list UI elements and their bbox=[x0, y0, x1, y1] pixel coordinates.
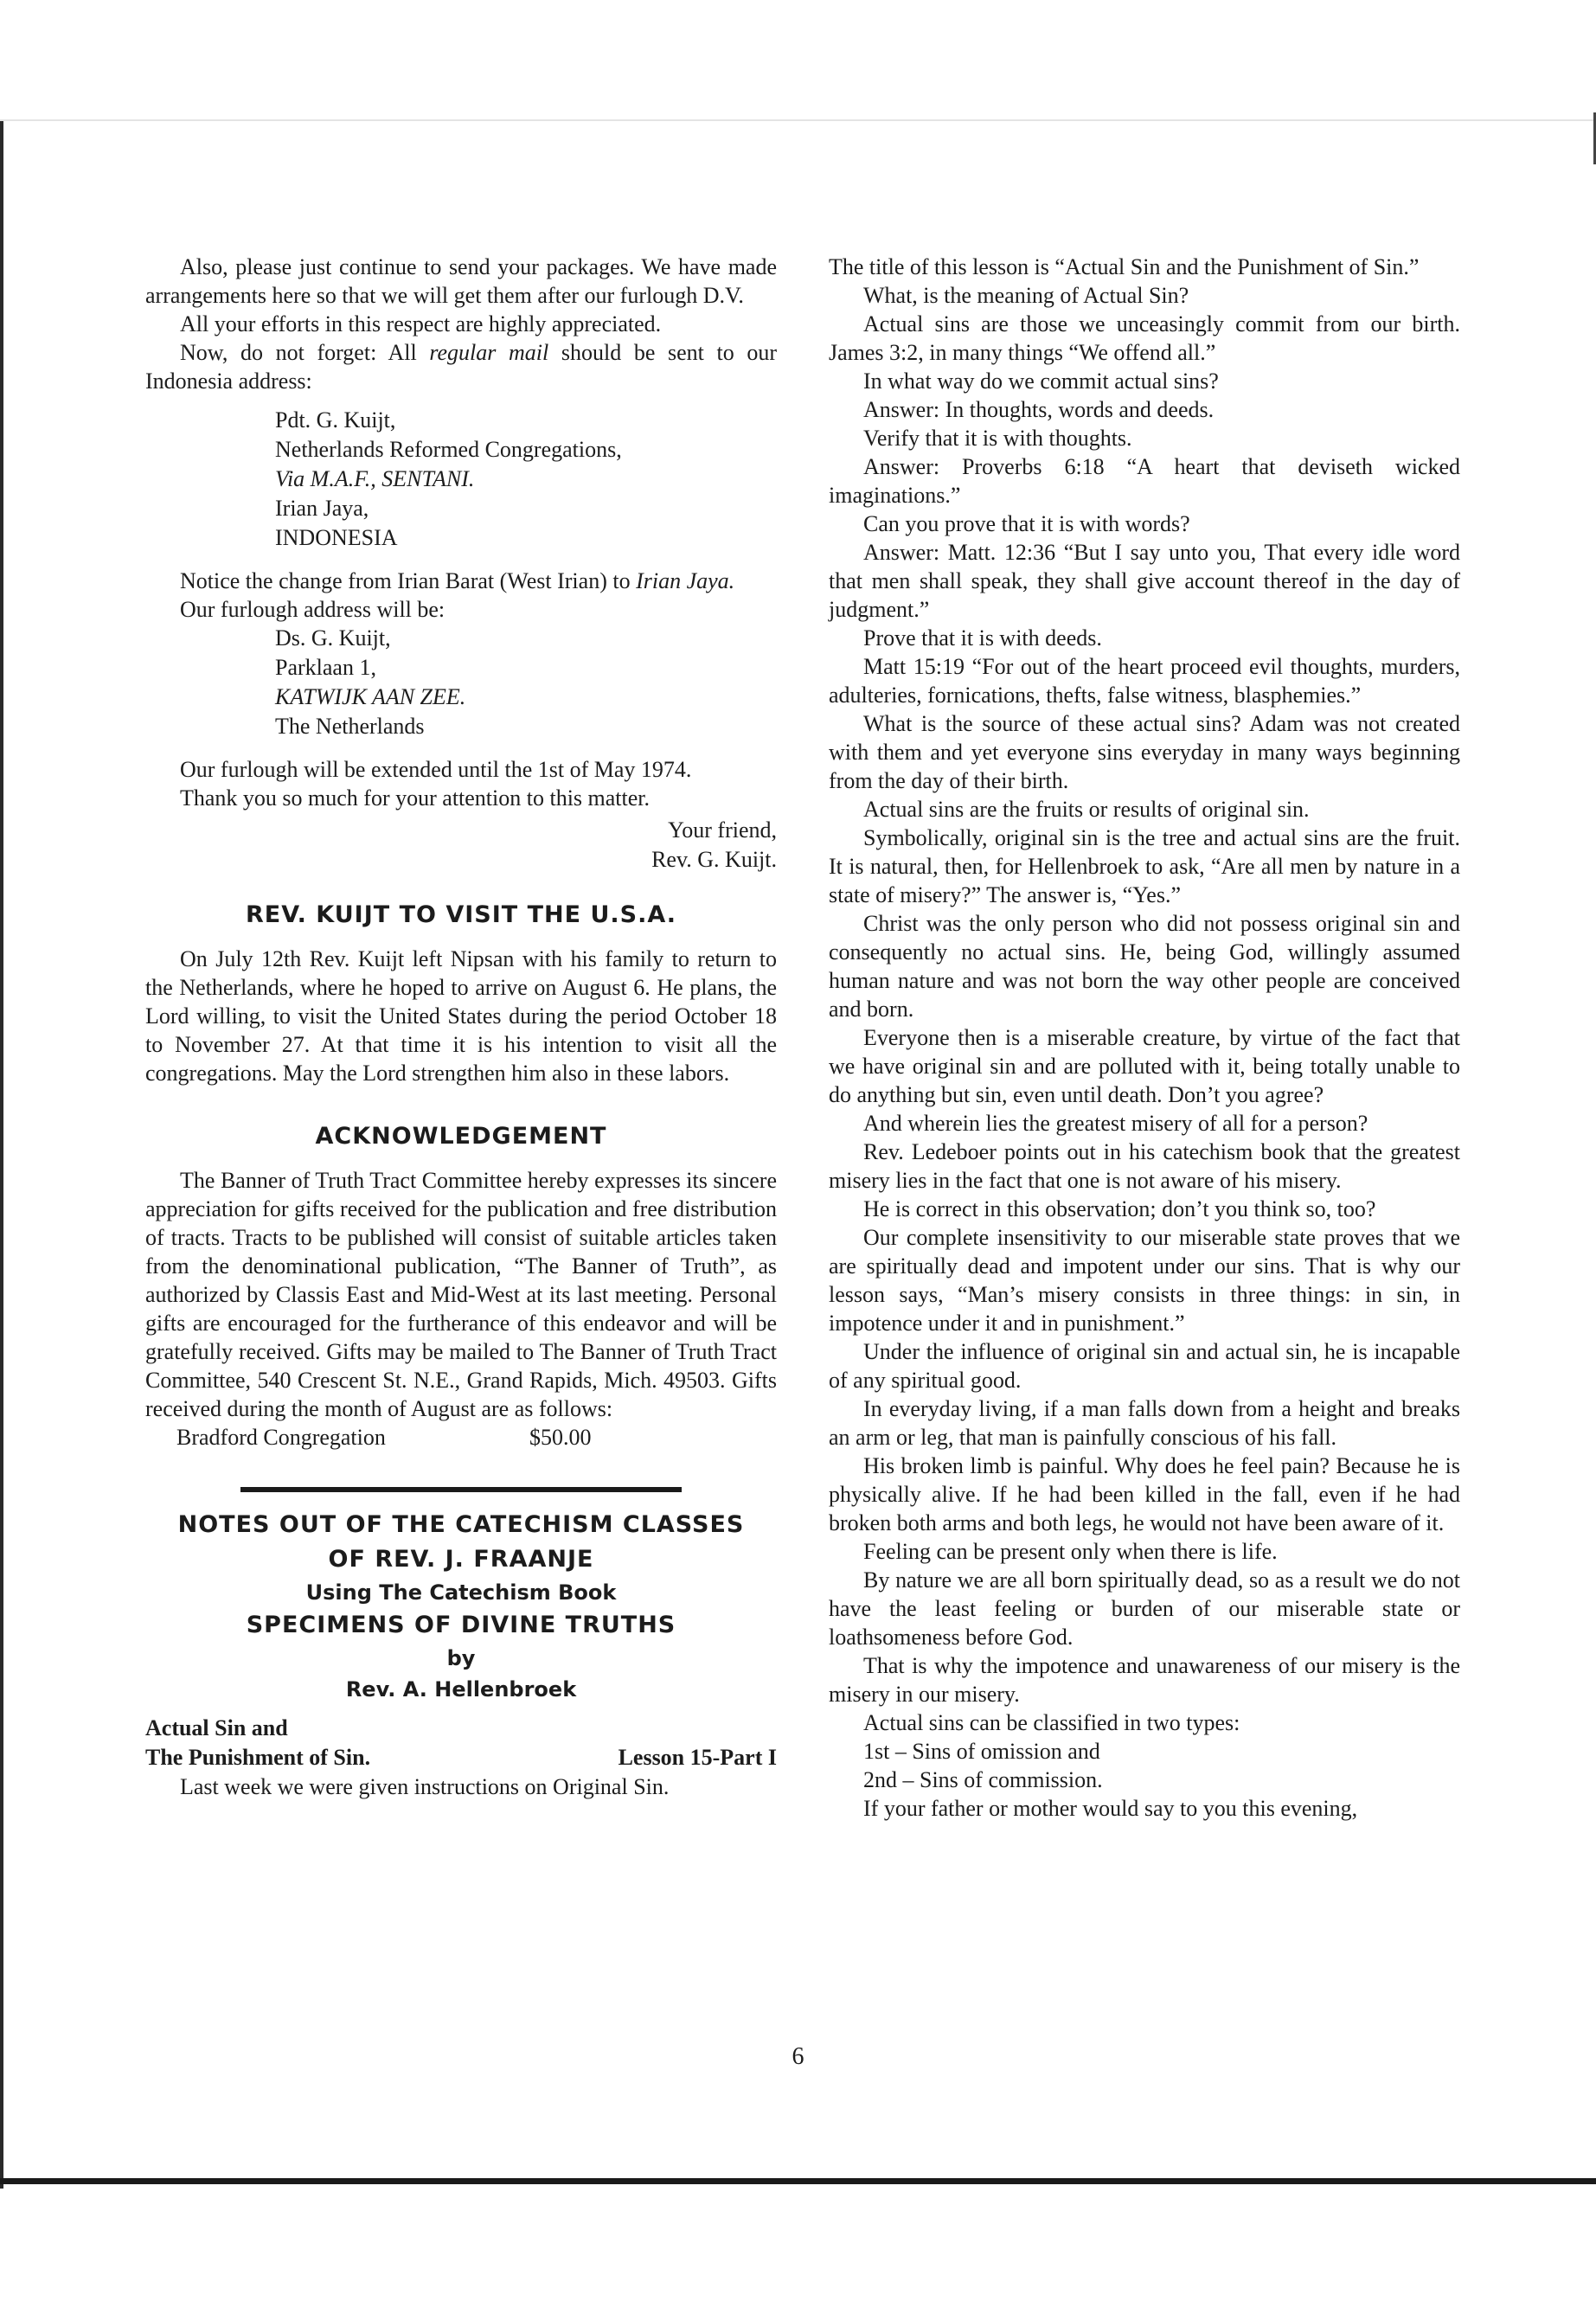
body-paragraph: Everyone then is a miserable creature, by virtue of the fact that we have original sin and are polluted with it, being totally unable to do anything but sin, even until death. Don’t you agree? bbox=[829, 1025, 1460, 1107]
body-paragraph: That is why the impotence and unawareness of our misery is the misery in our misery. bbox=[829, 1653, 1460, 1707]
gift-amount: $50.00 bbox=[529, 1425, 592, 1450]
address-line: Irian Jaya, bbox=[275, 496, 369, 521]
lesson-title: Actual Sin and bbox=[145, 1715, 288, 1740]
body-paragraph: Actual sins are the fruits or results of original sin. bbox=[863, 797, 1310, 822]
body-paragraph: In what way do we commit actual sins? bbox=[863, 369, 1219, 394]
gift-row bbox=[145, 1423, 777, 1452]
body-paragraph: Answer: In thoughts, words and deeds. bbox=[863, 397, 1215, 422]
acknowledgement-paragraph: The Banner of Truth Tract Committee hereby expresses its sincere appreciation for gifts received for the publication and free distribution of tracts. Tracts to be published will consist of suitable articles taken from the denominational publication, “The Banner of Truth”, as authorized by Classis East and Mid-West at its last meeting. Personal gifts are encouraged for the furtherance of this endeavor and will be gratefully received. Gifts may be mailed to The Banner of Truth Tract Committee, 540 Crescent St. N.E., Grand Rapids, Mich. 49503. Gifts received during the month of August are as follows: bbox=[145, 1168, 777, 1421]
left-column bbox=[145, 253, 777, 1801]
body-paragraph: Under the influence of original sin and actual sin, he is incapable of any spiritual good. bbox=[829, 1339, 1460, 1393]
catechism-title: OF REV. J. FRAANJE bbox=[328, 1546, 594, 1573]
body-paragraph: 2nd – Sins of commission. bbox=[863, 1767, 1103, 1792]
body-paragraph: The title of this lesson is “Actual Sin and the Punishment of Sin.” bbox=[829, 254, 1420, 279]
notice-paragraph bbox=[145, 567, 777, 595]
body-paragraph: 1st – Sins of omission and bbox=[863, 1739, 1100, 1764]
body-paragraph: If your father or mother would say to you this evening, bbox=[863, 1796, 1358, 1821]
lesson-title: The Punishment of Sin. bbox=[145, 1745, 371, 1770]
body-paragraph: Prove that it is with deeds. bbox=[863, 625, 1102, 651]
body-paragraph: He is correct in this observation; don’t you think so, too? bbox=[863, 1196, 1376, 1221]
forget-text-end: should be sent to our Indonesia address: bbox=[145, 340, 777, 394]
scan-edge-bottom bbox=[0, 2178, 1596, 2184]
body-paragraph: Christ was the only person who did not possess original sin and consequently no actual sins. He, being God, willingly assumed human nature and was not born the way other people are conceived and born. bbox=[829, 911, 1460, 1022]
catechism-subtitle: by bbox=[446, 1646, 476, 1670]
scan-edge-left bbox=[0, 121, 3, 2189]
body-paragraph: By nature we are all born spiritually dead, so as a result we do not have the least feeling or burden of our miserable state or loathsomeness before God. bbox=[829, 1567, 1460, 1650]
address-line: INDONESIA bbox=[275, 525, 398, 550]
body-paragraph: Feeling can be present only when there is life. bbox=[863, 1539, 1278, 1564]
catechism-title: SPECIMENS OF DIVINE TRUTHS bbox=[246, 1612, 676, 1638]
forget-italic: regular mail bbox=[429, 340, 549, 365]
body-paragraph: Can you prove that it is with words? bbox=[863, 511, 1190, 536]
notice-italic: Irian Jaya. bbox=[636, 568, 735, 593]
last-week-paragraph: Last week we were given instructions on Original Sin. bbox=[180, 1774, 670, 1799]
address-line: Netherlands Reformed Congregations, bbox=[275, 437, 622, 462]
body-paragraph: Symbolically, original sin is the tree and actual sins are the fruit. It is natural, then, for Hellenbroek to ask, “Are all men by nature in a state of misery?” The answer is, “Yes.” bbox=[829, 825, 1460, 907]
body-paragraph: What, is the meaning of Actual Sin? bbox=[863, 283, 1189, 308]
netherlands-address bbox=[275, 624, 777, 741]
section-divider bbox=[240, 1487, 682, 1492]
extended-paragraph: Our furlough will be extended until the 1st of May 1974. bbox=[180, 757, 692, 782]
body-paragraph: Actual sins are those we unceasingly commit from our birth. James 3:2, in many things “We offend all.” bbox=[829, 311, 1460, 365]
lesson-row bbox=[145, 1714, 777, 1743]
body-paragraph: And wherein lies the greatest misery of all for a person? bbox=[863, 1111, 1368, 1136]
intro-paragraph: Also, please just continue to send your packages. We have made arrangements here so that we will get them after our furlough D.V. bbox=[145, 254, 777, 308]
notice-text: Notice the change from Irian Barat (West Irian) to bbox=[180, 568, 637, 593]
body-paragraph: Matt 15:19 “For out of the heart proceed evil thoughts, murders, adulteries, fornications, thefts, false witness, blasphemies.” bbox=[829, 654, 1460, 708]
body-paragraph: Verify that it is with thoughts. bbox=[863, 426, 1132, 451]
signature-block bbox=[145, 816, 777, 875]
lesson-header bbox=[145, 1714, 777, 1772]
lesson-number: Lesson 15-Part I bbox=[618, 1745, 777, 1770]
intro-paragraph: All your efforts in this respect are highly appreciated. bbox=[180, 311, 662, 336]
visit-paragraph: On July 12th Rev. Kuijt left Nipsan with his family to return to the Netherlands, where he hoped to arrive on August 6. He plans, the Lord willing, to visit the United States during the period October 18 to November 27. At that time it is his intention to visit all the congregations. May the Lord strengthen him also in these labors. bbox=[145, 946, 777, 1086]
catechism-subtitle: Using The Catechism Book bbox=[305, 1580, 617, 1605]
visit-heading: REV. KUIJT TO VISIT THE U.S.A. bbox=[245, 901, 676, 928]
furlough-intro: Our furlough address will be: bbox=[180, 597, 445, 622]
lesson-row bbox=[145, 1743, 777, 1772]
page-number: 6 bbox=[792, 2043, 804, 2070]
signoff-line: Rev. G. Kuijt. bbox=[651, 847, 777, 872]
body-paragraph: Rev. Ledeboer points out in his catechism book that the greatest misery lies in the fact that one is not aware of his misery. bbox=[829, 1139, 1460, 1193]
address-line: Ds. G. Kuijt, bbox=[275, 625, 391, 651]
address-line: Pdt. G. Kuijt, bbox=[275, 407, 396, 433]
body-paragraph: Answer: Proverbs 6:18 “A heart that deviseth wicked imaginations.” bbox=[829, 454, 1460, 508]
scan-edge-top bbox=[0, 119, 1596, 121]
catechism-author: Rev. A. Hellenbroek bbox=[345, 1677, 577, 1702]
thanks-paragraph: Thank you so much for your attention to this matter. bbox=[180, 785, 651, 811]
forget-text: Now, do not forget: All bbox=[180, 340, 430, 365]
indonesia-address bbox=[275, 406, 777, 553]
body-paragraph: Our complete insensitivity to our miserable state proves that we are spiritually dead and impotent under our sins. That is why our lesson says, “Man’s misery consists in three things: in sin, in impotence under it and in punishment.” bbox=[829, 1225, 1460, 1336]
body-paragraph: Actual sins can be classified in two types: bbox=[863, 1710, 1240, 1735]
address-line: The Netherlands bbox=[275, 714, 425, 739]
gift-donor: Bradford Congregation bbox=[176, 1425, 386, 1450]
body-paragraph: Answer: Matt. 12:36 “But I say unto you, That every idle word that men shall speak, they shall give account thereof in the day of judgment.” bbox=[829, 540, 1460, 622]
address-line: Via M.A.F., SENTANI. bbox=[275, 466, 475, 491]
right-column bbox=[829, 253, 1460, 1823]
address-line: Parklaan 1, bbox=[275, 655, 376, 680]
body-paragraph: His broken limb is painful. Why does he feel pain? Because he is physically alive. If he had been killed in the fall, even if he had broken both arms and both legs, he would not have been aware of it. bbox=[829, 1453, 1460, 1535]
acknowledgement-heading: ACKNOWLEDGEMENT bbox=[315, 1123, 607, 1150]
catechism-title: NOTES OUT OF THE CATECHISM CLASSES bbox=[177, 1511, 745, 1538]
address-line: KATWIJK AAN ZEE. bbox=[275, 684, 466, 709]
signoff-line: Your friend, bbox=[668, 817, 777, 843]
forget-paragraph bbox=[145, 338, 777, 395]
body-paragraph: In everyday living, if a man falls down from a height and breaks an arm or leg, that man is painfully conscious of his fall. bbox=[829, 1396, 1460, 1450]
body-paragraph: What is the source of these actual sins? Adam was not created with them and yet everyone sins everyday in many ways beginning from the day of their birth. bbox=[829, 711, 1460, 793]
